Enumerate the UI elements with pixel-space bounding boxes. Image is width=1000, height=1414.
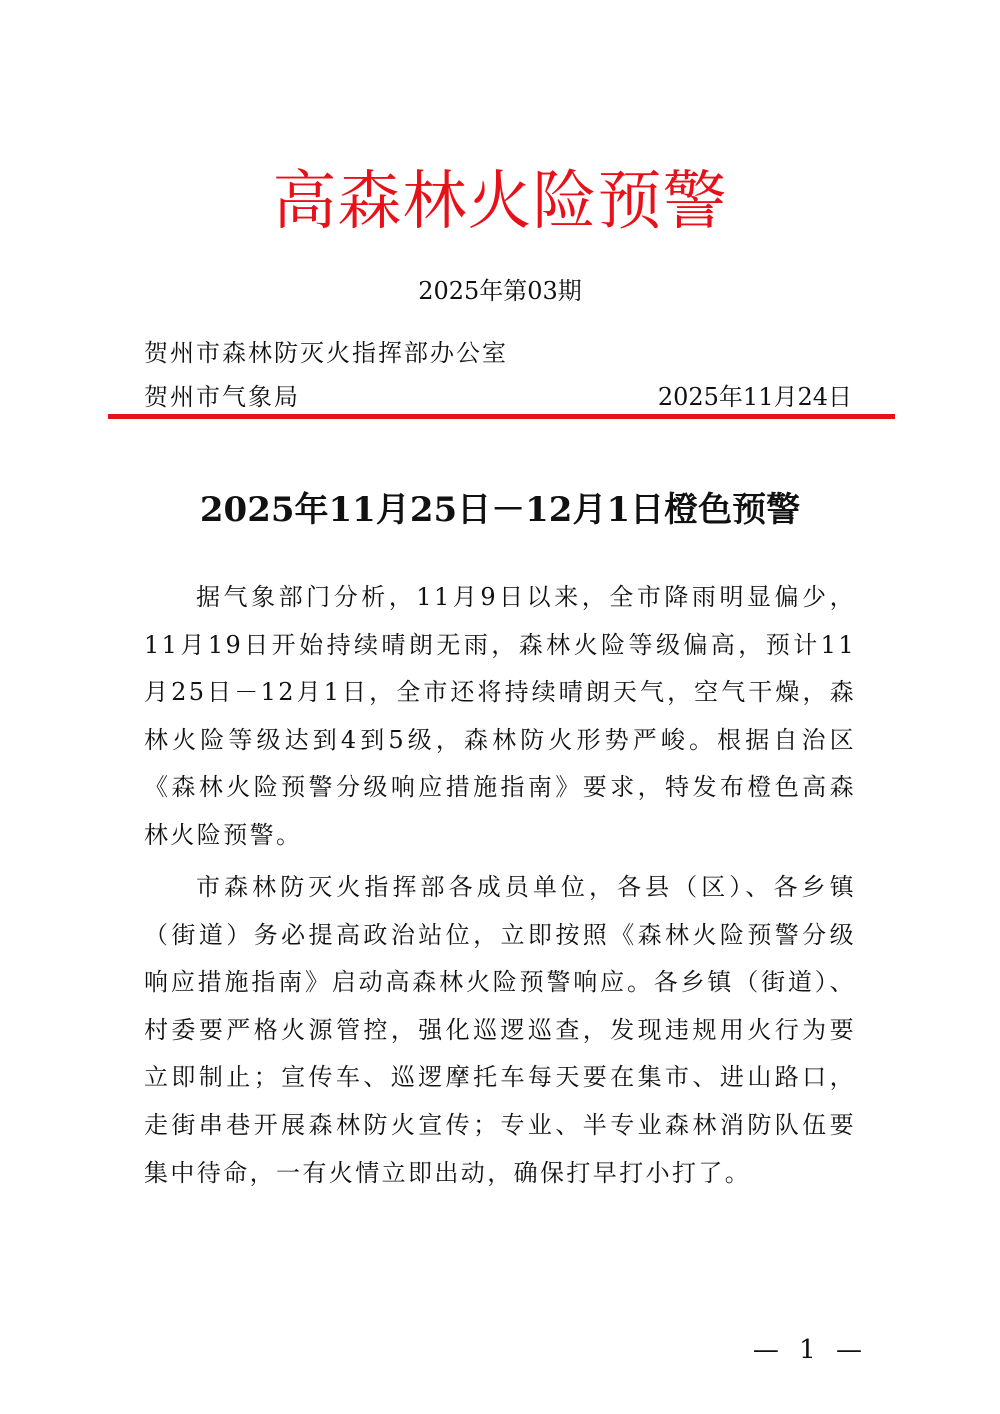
document-title: 高森林火险预警 xyxy=(272,165,728,239)
body-paragraph-forecast: 据气象部门分析，11月9日以来，全市降雨明显偏少，11月19日开始持续晴朗无雨，森林火险等级偏高，预计11月25日－12月1日，全市还将持续晴朗天气，空气干燥，森林火险等级达到4到5级，森林防火形势严峻。根据自治区《森林火险预警分级响应措施指南》要求，特发布橙色高森林火险预警。 xyxy=(144,583,856,849)
body-paragraph-response: 市森林防灭火指挥部各成员单位，各县（区）、各乡镇（街道）务必提高政治站位，立即按照《森林火险预警分级响应措施指南》启动高森林火险预警响应。各乡镇（街道）、村委要严格火源管控，强化巡逻巡查，发现违规用火行为要立即制止；宣传车、巡逻摩托车每天要在集市、进山路口，走街串巷开展森林防火宣传；专业、半专业森林消防队伍要集中待命，一有火情立即出动，确保打早打小打了。 xyxy=(144,873,856,1187)
issue-number: 2025年第03期 xyxy=(418,277,582,305)
red-divider-line xyxy=(108,414,895,419)
page-number: — 1 — xyxy=(752,1335,868,1365)
issuer-meteorological-bureau: 贺州市气象局 xyxy=(144,383,300,411)
issuer-forest-fire-office: 贺州市森林防灭火指挥部办公室 xyxy=(144,339,508,367)
issue-date: 2025年11月24日 xyxy=(657,383,852,411)
warning-heading: 2025年11月25日－12月1日橙色预警 xyxy=(199,490,801,530)
